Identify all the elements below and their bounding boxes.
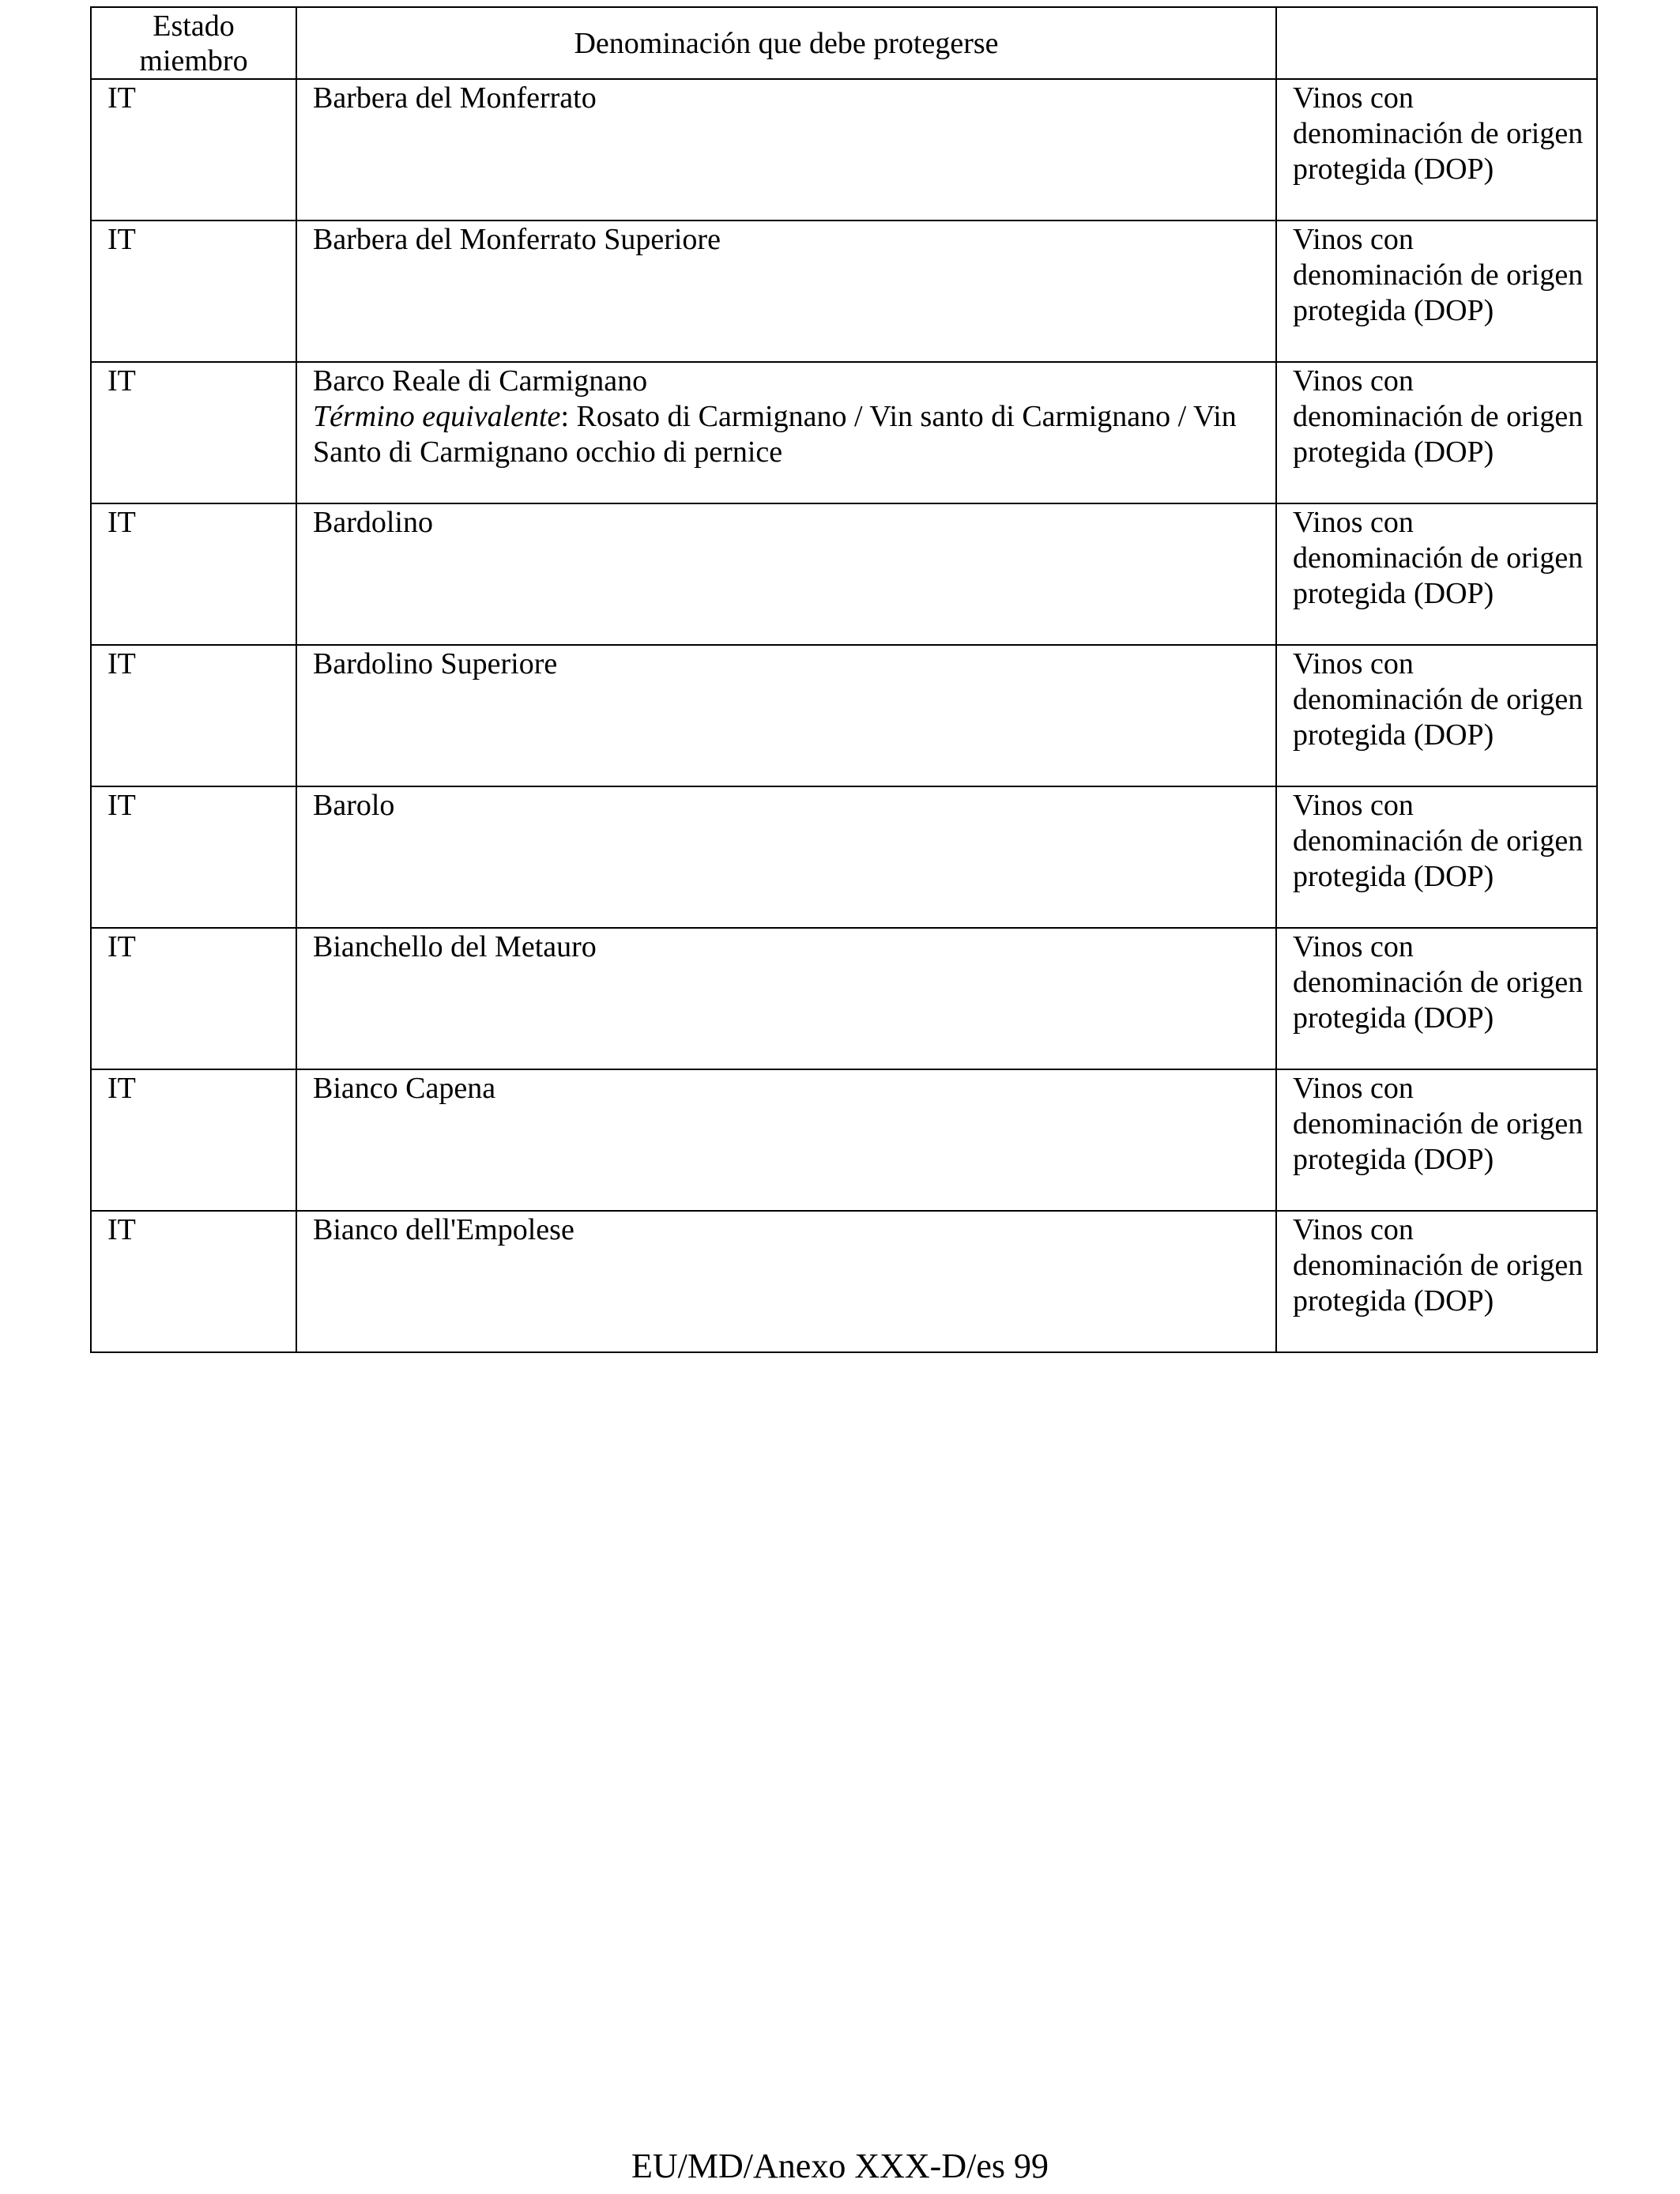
table-row xyxy=(91,79,1597,221)
protected-name: Barbera del Monferrato xyxy=(313,81,597,115)
header-member-state: Estado miembro xyxy=(91,7,296,79)
protected-names-table xyxy=(90,6,1598,1353)
protected-name-cell xyxy=(296,362,1276,503)
member-state-cell: IT xyxy=(91,1069,296,1211)
table-row xyxy=(91,1069,1597,1211)
table-body xyxy=(91,79,1597,1352)
protected-name: Barbera del Monferrato Superiore xyxy=(313,223,721,256)
protected-name: Bianco dell'Empolese xyxy=(313,1213,574,1246)
protected-name-cell xyxy=(296,928,1276,1069)
category-cell: Vinos con denominación de origen protegida (DOP) xyxy=(1276,1211,1597,1352)
protected-name-cell xyxy=(296,645,1276,786)
member-state-cell: IT xyxy=(91,79,296,221)
protected-name-cell xyxy=(296,786,1276,928)
member-state-cell: IT xyxy=(91,503,296,645)
category-cell: Vinos con denominación de origen protegida (DOP) xyxy=(1276,786,1597,928)
protected-name-cell xyxy=(296,1069,1276,1211)
protected-name: Barolo xyxy=(313,789,395,822)
protected-name-cell xyxy=(296,79,1276,221)
protected-name: Barco Reale di Carmignano xyxy=(313,364,648,398)
document-table-container xyxy=(90,6,1596,1353)
page-footer: EU/MD/Anexo XXX-D/es 99 xyxy=(631,2147,1049,2185)
category-cell: Vinos con denominación de origen protegida (DOP) xyxy=(1276,645,1597,786)
category-cell: Vinos con denominación de origen protegida (DOP) xyxy=(1276,503,1597,645)
table-row xyxy=(91,645,1597,786)
category-cell: Vinos con denominación de origen protegida (DOP) xyxy=(1276,1069,1597,1211)
member-state-cell: IT xyxy=(91,928,296,1069)
table-row xyxy=(91,362,1597,503)
table-header-row xyxy=(91,7,1597,79)
protected-name: Bianco Capena xyxy=(313,1072,496,1105)
category-cell: Vinos con denominación de origen protegida (DOP) xyxy=(1276,928,1597,1069)
table-row xyxy=(91,928,1597,1069)
member-state-cell: IT xyxy=(91,1211,296,1352)
protected-name-cell xyxy=(296,1211,1276,1352)
category-cell: Vinos con denominación de origen protegida (DOP) xyxy=(1276,79,1597,221)
table-row xyxy=(91,503,1597,645)
protected-name: Bianchello del Metauro xyxy=(313,930,597,963)
equivalent-term-label: Término equivalente xyxy=(313,400,561,433)
member-state-cell: IT xyxy=(91,221,296,362)
equivalent-term xyxy=(313,399,1260,470)
member-state-cell: IT xyxy=(91,645,296,786)
protected-name-cell xyxy=(296,503,1276,645)
protected-name-cell xyxy=(296,221,1276,362)
table-row xyxy=(91,786,1597,928)
member-state-cell: IT xyxy=(91,786,296,928)
equivalent-term-text: : Rosato di Carmignano / Vin santo di Carmignano / Vin Santo di Carmignano occhio di pernice xyxy=(313,400,1237,469)
table-row xyxy=(91,1211,1597,1352)
member-state-cell: IT xyxy=(91,362,296,503)
category-cell: Vinos con denominación de origen protegida (DOP) xyxy=(1276,221,1597,362)
table-row xyxy=(91,221,1597,362)
header-category xyxy=(1276,7,1597,79)
protected-name: Bardolino xyxy=(313,506,433,539)
header-protected-name: Denominación que debe protegerse xyxy=(296,7,1276,79)
protected-name: Bardolino Superiore xyxy=(313,647,558,680)
category-cell: Vinos con denominación de origen protegida (DOP) xyxy=(1276,362,1597,503)
